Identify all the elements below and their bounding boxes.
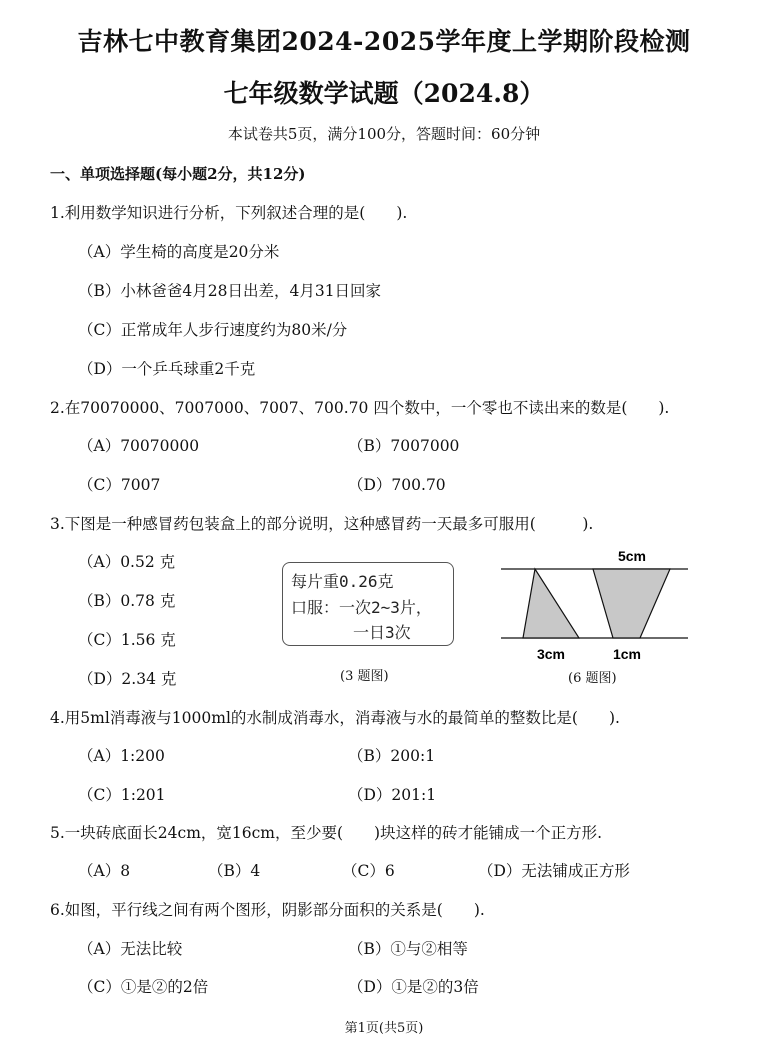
question-2-stem: 2.在70070000、7007000、7007、700.70 四个数中，一个零也不读出来的数是( ). [50,399,670,417]
figure-3-medicine-label [282,562,454,646]
question-3-option-a: （A）0.52 克 [78,553,176,571]
question-4-option-d: （D）201:1 [348,786,437,804]
medicine-weight-text: 每片重0.26克 [291,572,394,591]
triangle-base-label: 3cm [536,646,566,662]
exam-instructions: 本试卷共5页，满分100分，答题时间：60分钟 [227,125,541,143]
question-6-option-b: （B）①与②相等 [348,940,468,958]
section-heading: 一、单项选择题(每小题2分，共12分) [50,165,306,183]
top-length-label: 5cm [617,548,647,564]
question-2-option-d: （D）700.70 [348,476,446,494]
figure-6-parallel-shapes [495,545,695,685]
question-5-option-b: （B）4 [208,862,261,880]
question-1-option-d: （D）一个乒乓球重2千克 [78,360,256,378]
question-3-option-c: （C）1.56 克 [78,631,176,649]
question-2-option-b: （B）7007000 [348,437,460,455]
question-3-option-b: （B）0.78 克 [78,592,176,610]
question-6-option-a: （A）无法比较 [78,940,183,958]
exam-subtitle-grade: 七年级数学试题（2024.8） [223,79,545,108]
question-1-stem: 1.利用数学知识进行分析，下列叙述合理的是( ). [50,204,408,222]
question-4-option-c: （C）1:201 [78,786,166,804]
exam-title: 吉林七中教育集团2024-2025学年度上学期阶段检测 [77,27,691,56]
question-3-stem: 3.下图是一种感冒药包装盒上的部分说明，这种感冒药一天最多可服用( ). [50,515,594,533]
figure-3-caption: (3 题图) [340,669,389,684]
medicine-frequency-text: 一日3次 [353,623,411,642]
question-4-option-a: （A）1:200 [78,747,165,765]
question-1-option-b: （B）小林爸爸4月28日出差，4月31日回家 [78,282,382,300]
shaded-triangle [523,569,579,638]
question-2-option-a: （A）70070000 [78,437,200,455]
question-5-option-c: （C）6 [342,862,395,880]
question-6-option-c: （C）①是②的2倍 [78,978,209,996]
question-6-option-d: （D）①是②的3倍 [348,978,479,996]
question-5-stem: 5.一块砖底面长24cm，宽16cm，至少要( )块这样的砖才能铺成一个正方形. [50,824,603,842]
question-4-option-b: （B）200:1 [348,747,436,765]
shaded-trapezoid [593,569,670,638]
question-5-option-a: （A）8 [78,862,131,880]
question-2-option-c: （C）7007 [78,476,161,494]
question-1-option-a: （A）学生椅的高度是20分米 [78,243,280,261]
figure-6-caption: (6 题图) [568,671,617,686]
trapezoid-base-label: 1cm [612,646,642,662]
question-3-option-d: （D）2.34 克 [78,670,177,688]
medicine-dosage-text: 口服：一次2~3片， [291,598,432,617]
page-footer: 第1页(共5页) [344,1021,424,1036]
question-1-option-c: （C）正常成年人步行速度约为80米/分 [78,321,348,339]
question-6-stem: 6.如图，平行线之间有两个图形，阴影部分面积的关系是( ). [50,901,485,919]
question-5-option-d: （D）无法铺成正方形 [478,862,630,880]
question-4-stem: 4.用5ml消毒液与1000ml的水制成消毒水，消毒液与水的最简单的整数比是( ). [50,709,620,727]
